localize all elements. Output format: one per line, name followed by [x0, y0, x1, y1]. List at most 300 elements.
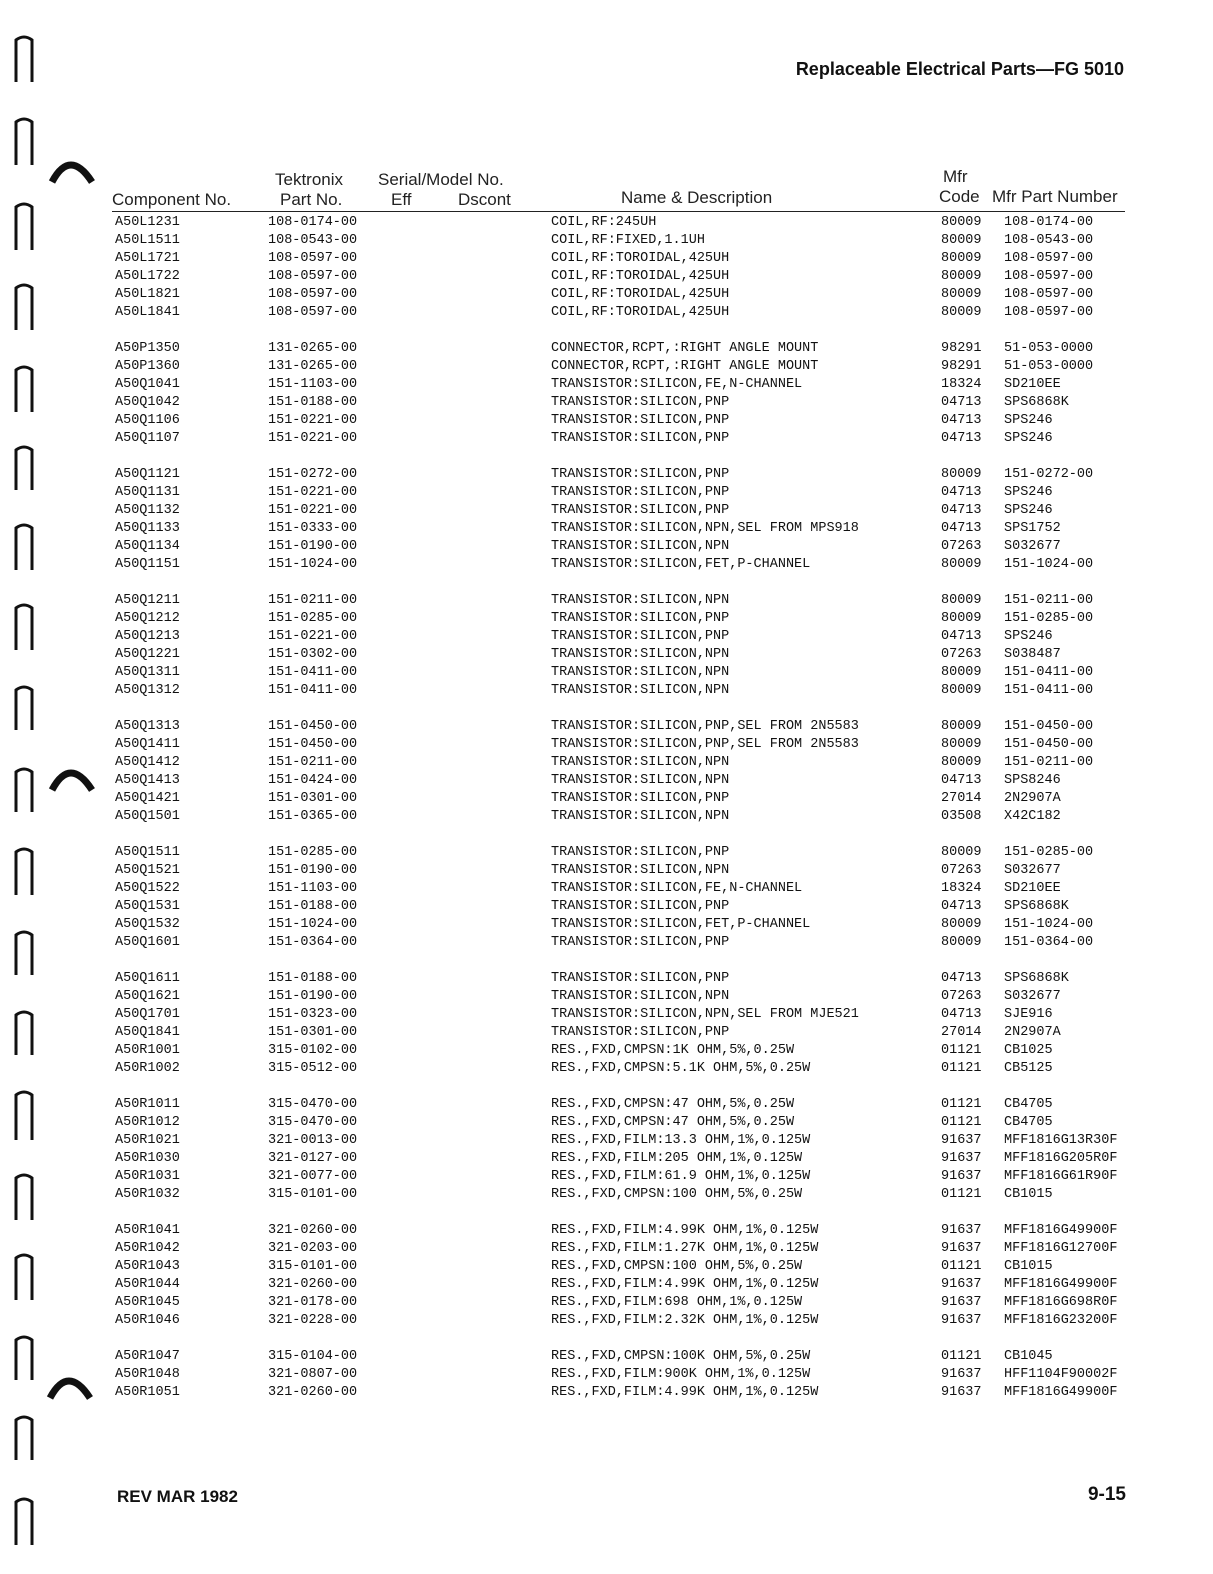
mfr-code: 01121 — [941, 1349, 982, 1364]
tektronix-part-no: 321-0228-00 — [268, 1313, 358, 1328]
table-row — [0, 880, 1213, 898]
table-row — [0, 1312, 1213, 1330]
row-group — [0, 340, 1213, 448]
name-description: TRANSISTOR:SILICON,NPN — [551, 647, 730, 662]
header-mfr-part-number: Mfr Part Number — [992, 187, 1118, 206]
name-description: TRANSISTOR:SILICON,PNP,SEL FROM 2N5583 — [551, 719, 859, 734]
table-row — [0, 1132, 1213, 1150]
mfr-code: 80009 — [941, 935, 982, 950]
mfr-part-number: X42C182 — [1004, 809, 1061, 824]
mfr-code: 80009 — [941, 737, 982, 752]
tektronix-part-no: 321-0260-00 — [268, 1385, 358, 1400]
component-no: A50P1350 — [115, 341, 180, 356]
tektronix-part-no: 151-0190-00 — [268, 989, 358, 1004]
mfr-part-number: SD210EE — [1004, 881, 1061, 896]
mfr-code: 80009 — [941, 251, 982, 266]
component-no: A50Q1106 — [115, 413, 180, 428]
mfr-code: 80009 — [941, 215, 982, 230]
row-group — [0, 1348, 1213, 1402]
table-row — [0, 394, 1213, 412]
table-row — [0, 682, 1213, 700]
mfr-code: 98291 — [941, 341, 982, 356]
component-no: A50Q1521 — [115, 863, 180, 878]
component-no: A50Q1412 — [115, 755, 180, 770]
mfr-part-number: 108-0174-00 — [1004, 215, 1094, 230]
mfr-code: 01121 — [941, 1043, 982, 1058]
component-no: A50Q1211 — [115, 593, 180, 608]
component-no: A50Q1621 — [115, 989, 180, 1004]
tektronix-part-no: 315-0512-00 — [268, 1061, 358, 1076]
mfr-part-number: SD210EE — [1004, 377, 1061, 392]
name-description: RES.,FXD,CMPSN:1K OHM,5%,0.25W — [551, 1043, 795, 1058]
table-row — [0, 772, 1213, 790]
mfr-part-number: CB1015 — [1004, 1259, 1053, 1274]
name-description: TRANSISTOR:SILICON,NPN — [551, 863, 730, 878]
mfr-code: 27014 — [941, 1025, 982, 1040]
table-row — [0, 412, 1213, 430]
name-description: TRANSISTOR:SILICON,NPN,SEL FROM MJE521 — [551, 1007, 859, 1022]
component-no: A50R1045 — [115, 1295, 180, 1310]
name-description: RES.,FXD,FILM:4.99K OHM,1%,0.125W — [551, 1223, 819, 1238]
table-row — [0, 1348, 1213, 1366]
mfr-code: 01121 — [941, 1097, 982, 1112]
header-name-description: Name & Description — [621, 188, 773, 207]
mfr-part-number: 51-053-0000 — [1004, 359, 1094, 374]
mfr-code: 80009 — [941, 917, 982, 932]
component-no: A50L1841 — [115, 305, 180, 320]
mfr-code: 91637 — [941, 1295, 982, 1310]
mfr-part-number: 151-0450-00 — [1004, 719, 1094, 734]
tektronix-part-no: 151-0302-00 — [268, 647, 358, 662]
mfr-code: 80009 — [941, 305, 982, 320]
mfr-part-number: MFF1816G61R90F — [1004, 1169, 1118, 1184]
table-row — [0, 1366, 1213, 1384]
header-code: Code — [939, 187, 980, 206]
name-description: TRANSISTOR:SILICON,NPN — [551, 773, 730, 788]
tektronix-part-no: 151-0221-00 — [268, 503, 358, 518]
mfr-part-number: SPS8246 — [1004, 773, 1061, 788]
mfr-part-number: SPS246 — [1004, 503, 1053, 518]
component-no: A50Q1134 — [115, 539, 180, 554]
tektronix-part-no: 321-0077-00 — [268, 1169, 358, 1184]
table-row — [0, 1186, 1213, 1204]
table-row — [0, 286, 1213, 304]
tektronix-part-no: 315-0101-00 — [268, 1187, 358, 1202]
component-no: A50Q1501 — [115, 809, 180, 824]
component-no: A50Q1212 — [115, 611, 180, 626]
table-row — [0, 664, 1213, 682]
component-no: A50Q1841 — [115, 1025, 180, 1040]
component-no: A50R1047 — [115, 1349, 180, 1364]
table-row — [0, 1294, 1213, 1312]
mfr-part-number: 151-0364-00 — [1004, 935, 1094, 950]
name-description: RES.,FXD,CMPSN:47 OHM,5%,0.25W — [551, 1115, 795, 1130]
mfr-part-number: 151-0411-00 — [1004, 665, 1094, 680]
mfr-code: 07263 — [941, 863, 982, 878]
mfr-part-number: SPS6868K — [1004, 971, 1069, 986]
tektronix-part-no: 315-0104-00 — [268, 1349, 358, 1364]
mfr-code: 91637 — [941, 1223, 982, 1238]
mfr-code: 04713 — [941, 485, 982, 500]
component-no: A50R1051 — [115, 1385, 180, 1400]
mfr-part-number: SPS1752 — [1004, 521, 1061, 536]
tektronix-part-no: 151-1024-00 — [268, 557, 358, 572]
table-row — [0, 1258, 1213, 1276]
header-rule — [112, 211, 1125, 212]
mfr-code: 80009 — [941, 611, 982, 626]
table-row — [0, 970, 1213, 988]
mfr-part-number: 108-0597-00 — [1004, 251, 1094, 266]
table-row — [0, 790, 1213, 808]
table-row — [0, 1168, 1213, 1186]
mfr-part-number: MFF1816G49900F — [1004, 1385, 1118, 1400]
tektronix-part-no: 151-0190-00 — [268, 539, 358, 554]
tektronix-part-no: 151-0285-00 — [268, 611, 358, 626]
mfr-part-number: 151-0411-00 — [1004, 683, 1094, 698]
mfr-part-number: MFF1816G698R0F — [1004, 1295, 1118, 1310]
name-description: RES.,FXD,CMPSN:47 OHM,5%,0.25W — [551, 1097, 795, 1112]
name-description: TRANSISTOR:SILICON,NPN — [551, 539, 730, 554]
component-no: A50Q1121 — [115, 467, 180, 482]
mfr-part-number: MFF1816G12700F — [1004, 1241, 1118, 1256]
tektronix-part-no: 321-0807-00 — [268, 1367, 358, 1382]
mfr-part-number: 151-0211-00 — [1004, 755, 1094, 770]
mfr-code: 18324 — [941, 377, 982, 392]
component-no: A50Q1312 — [115, 683, 180, 698]
tektronix-part-no: 151-0188-00 — [268, 395, 358, 410]
name-description: CONNECTOR,RCPT,:RIGHT ANGLE MOUNT — [551, 341, 819, 356]
component-no: A50Q1041 — [115, 377, 180, 392]
name-description: TRANSISTOR:SILICON,PNP — [551, 485, 730, 500]
component-no: A50Q1421 — [115, 791, 180, 806]
tektronix-part-no: 151-0301-00 — [268, 791, 358, 806]
mfr-code: 01121 — [941, 1259, 982, 1274]
mfr-part-number: CB1045 — [1004, 1349, 1053, 1364]
binder-hole-icon — [16, 119, 32, 165]
mfr-part-number: 108-0543-00 — [1004, 233, 1094, 248]
tektronix-part-no: 315-0470-00 — [268, 1115, 358, 1130]
mfr-part-number: 108-0597-00 — [1004, 269, 1094, 284]
name-description: RES.,FXD,FILM:900K OHM,1%,0.125W — [551, 1367, 811, 1382]
mfr-code: 07263 — [941, 989, 982, 1004]
tektronix-part-no: 321-0178-00 — [268, 1295, 358, 1310]
mfr-code: 18324 — [941, 881, 982, 896]
component-no: A50R1021 — [115, 1133, 180, 1148]
tektronix-part-no: 321-0260-00 — [268, 1277, 358, 1292]
name-description: TRANSISTOR:SILICON,NPN,SEL FROM MPS918 — [551, 521, 859, 536]
tektronix-part-no: 151-0364-00 — [268, 935, 358, 950]
mfr-part-number: CB1025 — [1004, 1043, 1053, 1058]
mfr-code: 91637 — [941, 1151, 982, 1166]
mfr-part-number: MFF1816G49900F — [1004, 1223, 1118, 1238]
component-no: A50Q1213 — [115, 629, 180, 644]
parts-table — [0, 214, 1213, 1420]
tektronix-part-no: 151-0365-00 — [268, 809, 358, 824]
name-description: RES.,FXD,FILM:4.99K OHM,1%,0.125W — [551, 1385, 819, 1400]
binder-hole-icon — [16, 1499, 32, 1545]
ring-arc-icon — [52, 165, 92, 182]
binder-hole-icon — [16, 37, 32, 82]
header-mfr: Mfr — [943, 167, 968, 186]
mfr-code: 01121 — [941, 1187, 982, 1202]
name-description: TRANSISTOR:SILICON,PNP — [551, 629, 730, 644]
mfr-part-number: CB1015 — [1004, 1187, 1053, 1202]
mfr-part-number: 151-1024-00 — [1004, 557, 1094, 572]
name-description: TRANSISTOR:SILICON,PNP — [551, 611, 730, 626]
tektronix-part-no: 151-0285-00 — [268, 845, 358, 860]
row-group — [0, 466, 1213, 574]
component-no: A50Q1522 — [115, 881, 180, 896]
mfr-part-number: 2N2907A — [1004, 791, 1061, 806]
tektronix-part-no: 151-0188-00 — [268, 971, 358, 986]
component-no: A50R1032 — [115, 1187, 180, 1202]
table-row — [0, 1114, 1213, 1132]
table-row — [0, 1150, 1213, 1168]
tektronix-part-no: 151-0411-00 — [268, 665, 358, 680]
table-row — [0, 1006, 1213, 1024]
component-no: A50L1721 — [115, 251, 180, 266]
tektronix-part-no: 315-0102-00 — [268, 1043, 358, 1058]
mfr-code: 80009 — [941, 593, 982, 608]
component-no: A50R1044 — [115, 1277, 180, 1292]
tektronix-part-no: 151-0333-00 — [268, 521, 358, 536]
component-no: A50R1042 — [115, 1241, 180, 1256]
table-row — [0, 376, 1213, 394]
component-no: A50L1231 — [115, 215, 180, 230]
mfr-part-number: 151-0450-00 — [1004, 737, 1094, 752]
table-row — [0, 556, 1213, 574]
mfr-part-number: 2N2907A — [1004, 1025, 1061, 1040]
tektronix-part-no: 321-0203-00 — [268, 1241, 358, 1256]
mfr-code: 80009 — [941, 665, 982, 680]
mfr-code: 80009 — [941, 233, 982, 248]
component-no: A50L1821 — [115, 287, 180, 302]
table-row — [0, 844, 1213, 862]
tektronix-part-no: 151-0450-00 — [268, 737, 358, 752]
table-row — [0, 340, 1213, 358]
table-row — [0, 466, 1213, 484]
tektronix-part-no: 108-0174-00 — [268, 215, 358, 230]
name-description: TRANSISTOR:SILICON,NPN — [551, 989, 730, 1004]
name-description: TRANSISTOR:SILICON,PNP — [551, 503, 730, 518]
mfr-part-number: SPS246 — [1004, 629, 1053, 644]
row-group — [0, 844, 1213, 952]
name-description: TRANSISTOR:SILICON,PNP — [551, 413, 730, 428]
table-row — [0, 358, 1213, 376]
name-description: TRANSISTOR:SILICON,PNP — [551, 467, 730, 482]
component-no: A50R1043 — [115, 1259, 180, 1274]
table-row — [0, 1096, 1213, 1114]
table-row — [0, 214, 1213, 232]
mfr-code: 04713 — [941, 971, 982, 986]
tektronix-part-no: 108-0597-00 — [268, 269, 358, 284]
mfr-part-number: 151-1024-00 — [1004, 917, 1094, 932]
name-description: TRANSISTOR:SILICON,PNP — [551, 791, 730, 806]
mfr-code: 91637 — [941, 1133, 982, 1148]
row-group — [0, 1096, 1213, 1204]
row-group — [0, 970, 1213, 1078]
mfr-part-number: MFF1816G23200F — [1004, 1313, 1118, 1328]
tektronix-part-no: 151-1024-00 — [268, 917, 358, 932]
mfr-code: 04713 — [941, 395, 982, 410]
table-row — [0, 862, 1213, 880]
table-row — [0, 808, 1213, 826]
component-no: A50Q1151 — [115, 557, 180, 572]
component-no: A50Q1611 — [115, 971, 180, 986]
tektronix-part-no: 151-0211-00 — [268, 755, 358, 770]
component-no: A50R1012 — [115, 1115, 180, 1130]
header-dscont: Dscont — [458, 190, 511, 209]
component-no: A50Q1532 — [115, 917, 180, 932]
name-description: TRANSISTOR:SILICON,FET,P-CHANNEL — [551, 557, 811, 572]
component-no: A50P1360 — [115, 359, 180, 374]
tektronix-part-no: 151-0221-00 — [268, 485, 358, 500]
mfr-part-number: S032677 — [1004, 863, 1061, 878]
table-row — [0, 304, 1213, 322]
mfr-part-number: 151-0272-00 — [1004, 467, 1094, 482]
table-row — [0, 1024, 1213, 1042]
mfr-part-number: SPS6868K — [1004, 899, 1069, 914]
table-row — [0, 1384, 1213, 1402]
tektronix-part-no: 321-0127-00 — [268, 1151, 358, 1166]
component-no: A50Q1701 — [115, 1007, 180, 1022]
tektronix-part-no: 321-0013-00 — [268, 1133, 358, 1148]
table-row — [0, 430, 1213, 448]
name-description: TRANSISTOR:SILICON,FE,N-CHANNEL — [551, 377, 803, 392]
mfr-part-number: S038487 — [1004, 647, 1061, 662]
tektronix-part-no: 151-1103-00 — [268, 881, 358, 896]
table-row — [0, 1222, 1213, 1240]
component-no: A50Q1531 — [115, 899, 180, 914]
mfr-code: 91637 — [941, 1277, 982, 1292]
mfr-code: 04713 — [941, 899, 982, 914]
tektronix-part-no: 151-0211-00 — [268, 593, 358, 608]
mfr-code: 91637 — [941, 1367, 982, 1382]
tektronix-part-no: 151-0190-00 — [268, 863, 358, 878]
mfr-code: 04713 — [941, 503, 982, 518]
table-row — [0, 736, 1213, 754]
table-row — [0, 250, 1213, 268]
name-description: COIL,RF:TOROIDAL,425UH — [551, 251, 730, 266]
name-description: RES.,FXD,FILM:13.3 OHM,1%,0.125W — [551, 1133, 811, 1148]
tektronix-part-no: 151-0188-00 — [268, 899, 358, 914]
mfr-code: 04713 — [941, 1007, 982, 1022]
mfr-code: 04713 — [941, 521, 982, 536]
name-description: TRANSISTOR:SILICON,PNP — [551, 395, 730, 410]
mfr-code: 04713 — [941, 413, 982, 428]
name-description: RES.,FXD,FILM:4.99K OHM,1%,0.125W — [551, 1277, 819, 1292]
component-no: A50R1031 — [115, 1169, 180, 1184]
mfr-code: 91637 — [941, 1385, 982, 1400]
mfr-part-number: MFF1816G49900F — [1004, 1277, 1118, 1292]
row-group — [0, 214, 1213, 322]
mfr-part-number: S032677 — [1004, 539, 1061, 554]
mfr-part-number: 108-0597-00 — [1004, 287, 1094, 302]
name-description: CONNECTOR,RCPT,:RIGHT ANGLE MOUNT — [551, 359, 819, 374]
tektronix-part-no: 131-0265-00 — [268, 341, 358, 356]
mfr-code: 80009 — [941, 845, 982, 860]
name-description: TRANSISTOR:SILICON,PNP — [551, 899, 730, 914]
mfr-part-number: MFF1816G205R0F — [1004, 1151, 1118, 1166]
row-group — [0, 592, 1213, 700]
table-row — [0, 268, 1213, 286]
name-description: RES.,FXD,FILM:205 OHM,1%,0.125W — [551, 1151, 803, 1166]
name-description: RES.,FXD,CMPSN:100 OHM,5%,0.25W — [551, 1187, 803, 1202]
mfr-part-number: SPS246 — [1004, 431, 1053, 446]
mfr-code: 04713 — [941, 773, 982, 788]
component-no: A50R1041 — [115, 1223, 180, 1238]
mfr-code: 80009 — [941, 719, 982, 734]
table-row — [0, 610, 1213, 628]
component-no: A50L1511 — [115, 233, 180, 248]
component-no: A50R1001 — [115, 1043, 180, 1058]
table-row — [0, 754, 1213, 772]
mfr-code: 80009 — [941, 683, 982, 698]
tektronix-part-no: 108-0597-00 — [268, 287, 358, 302]
name-description: RES.,FXD,CMPSN:100 OHM,5%,0.25W — [551, 1259, 803, 1274]
mfr-part-number: CB4705 — [1004, 1097, 1053, 1112]
tektronix-part-no: 151-0221-00 — [268, 629, 358, 644]
component-no: A50Q1042 — [115, 395, 180, 410]
component-no: A50Q1411 — [115, 737, 180, 752]
name-description: TRANSISTOR:SILICON,PNP — [551, 1025, 730, 1040]
revision-date: REV MAR 1982 — [117, 1487, 238, 1506]
name-description: RES.,FXD,FILM:61.9 OHM,1%,0.125W — [551, 1169, 811, 1184]
binder-hole-icon — [16, 1417, 32, 1460]
mfr-part-number: CB5125 — [1004, 1061, 1053, 1076]
mfr-part-number: SJE916 — [1004, 1007, 1053, 1022]
table-row — [0, 628, 1213, 646]
mfr-part-number: SPS246 — [1004, 485, 1053, 500]
name-description: COIL,RF:245UH — [551, 215, 657, 230]
name-description: TRANSISTOR:SILICON,PNP,SEL FROM 2N5583 — [551, 737, 859, 752]
mfr-code: 03508 — [941, 809, 982, 824]
name-description: COIL,RF:TOROIDAL,425UH — [551, 269, 730, 284]
component-no: A50Q1413 — [115, 773, 180, 788]
mfr-code: 98291 — [941, 359, 982, 374]
mfr-code: 01121 — [941, 1061, 982, 1076]
name-description: TRANSISTOR:SILICON,NPN — [551, 593, 730, 608]
mfr-code: 80009 — [941, 755, 982, 770]
component-no: A50R1048 — [115, 1367, 180, 1382]
mfr-code: 80009 — [941, 467, 982, 482]
mfr-part-number: SPS246 — [1004, 413, 1053, 428]
mfr-part-number: S032677 — [1004, 989, 1061, 1004]
table-row — [0, 592, 1213, 610]
component-no: A50Q1511 — [115, 845, 180, 860]
component-no: A50R1046 — [115, 1313, 180, 1328]
mfr-code: 80009 — [941, 269, 982, 284]
table-row — [0, 1060, 1213, 1078]
component-no: A50Q1311 — [115, 665, 180, 680]
name-description: RES.,FXD,FILM:2.32K OHM,1%,0.125W — [551, 1313, 819, 1328]
table-row — [0, 646, 1213, 664]
table-row — [0, 1240, 1213, 1258]
mfr-part-number: 151-0285-00 — [1004, 611, 1094, 626]
mfr-code: 27014 — [941, 791, 982, 806]
tektronix-part-no: 151-0323-00 — [268, 1007, 358, 1022]
table-row — [0, 502, 1213, 520]
component-no: A50Q1601 — [115, 935, 180, 950]
component-no: A50Q1221 — [115, 647, 180, 662]
name-description: RES.,FXD,FILM:698 OHM,1%,0.125W — [551, 1295, 803, 1310]
name-description: TRANSISTOR:SILICON,NPN — [551, 809, 730, 824]
tektronix-part-no: 108-0543-00 — [268, 233, 358, 248]
page-title: Replaceable Electrical Parts—FG 5010 — [795, 59, 1124, 79]
tektronix-part-no: 321-0260-00 — [268, 1223, 358, 1238]
header-tektronix: Tektronix — [275, 170, 344, 189]
mfr-code: 91637 — [941, 1169, 982, 1184]
